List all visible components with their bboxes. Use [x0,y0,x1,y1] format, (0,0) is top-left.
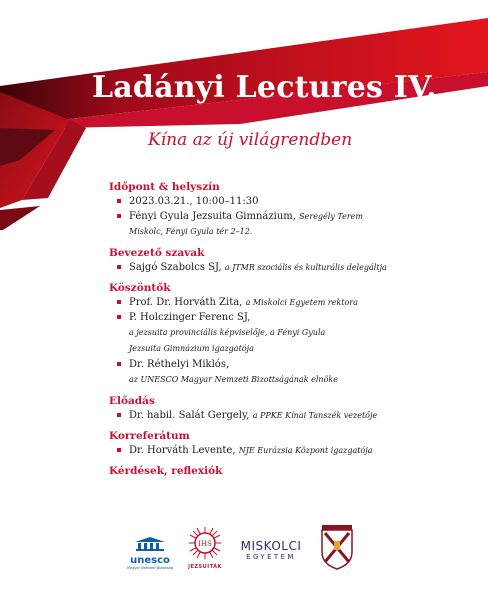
item-role: NJE Eurázsia Központ igazgatója [238,446,373,455]
item-role: a PPKE Kínai Tanszék vezetője [252,411,378,420]
section-intro [109,246,481,275]
unesco-subtitle: Magyar Nemzeti Bizottság [126,566,174,570]
sponsor-logos [0,522,488,582]
jezsuitak-wordmark: JEZSUITÁK [188,564,222,570]
item-continuation: Miskolc, Fényi Gyula tér 2–12. [129,227,253,236]
item-continuation: Jezsuita Gimnázium igazgatója [129,344,254,353]
section-heading: Korreferátum [109,430,190,442]
section-greetings [109,281,481,388]
section-heading: Időpont & helyszín [109,181,220,193]
page-subtitle: Kína az új világrendben [148,130,353,150]
list-item [109,194,481,209]
item-role: Seregély Terem [299,212,363,221]
item-role: a JTMR szociális és kulturális delegáltja [224,263,387,272]
section-heading: Köszöntők [109,282,171,294]
item-role: a Miskolci Egyetem rektora [245,298,358,307]
miskolc-wordmark-top: MISKOLCI [240,539,302,553]
item-text: Prof. Dr. Horváth Zita, [129,297,243,308]
section-heading: Kérdések, reflexiók [109,465,223,477]
bullet-icon [117,413,121,417]
item-text: Dr. Horváth Levente, [129,445,236,456]
list-item [109,260,481,275]
item-text: Dr. Réthelyi Miklós, [129,359,230,370]
unesco-logo [118,536,182,570]
list-item [109,408,481,423]
section-heading: Bevezető szavak [109,247,205,259]
item-continuation: a jezsuita provinciális képviselője, a Fényi Gyula [129,328,326,337]
section-heading: Előadás [109,395,155,407]
miskolc-wordmark-bottom: EGYETEM [246,553,296,561]
bullet-icon [117,362,121,366]
school-crest-icon [320,524,354,570]
bullet-icon [117,199,121,203]
unesco-wordmark: unesco [130,555,170,566]
ihs-mark: IHS [198,540,212,548]
section-time-place [109,180,481,240]
item-continuation: az UNESCO Magyar Nemzeti Bizottságának elnöke [129,375,338,384]
jesuit-sun-icon [188,526,222,560]
section-lecture [109,394,481,423]
program-list [109,180,481,484]
list-item [109,357,481,372]
list-item [109,443,481,458]
jezsuitak-logo [185,526,225,570]
section-coreferat [109,429,481,458]
bullet-icon [117,265,121,269]
bullet-icon [117,300,121,304]
item-text: Dr. habil. Salát Gergely, [129,410,250,421]
bullet-icon [117,315,121,319]
list-item [109,310,481,325]
list-item [109,209,481,224]
item-text: Fényi Gyula Jezsuita Gimnázium, [129,211,296,222]
page-title: Ladányi Lectures IV. [92,70,437,105]
section-questions [109,464,481,478]
item-text: Sajgó Szabolcs SJ, [129,262,222,273]
bullet-icon [117,448,121,452]
miskolci-egyetem-logo [236,540,306,562]
list-item [109,295,481,310]
item-text: 2023.03.21., 10:00–11:30 [129,196,259,207]
item-text: P. Holczinger Ferenc SJ, [129,312,251,323]
unesco-temple-icon [135,537,165,551]
bullet-icon [117,214,121,218]
